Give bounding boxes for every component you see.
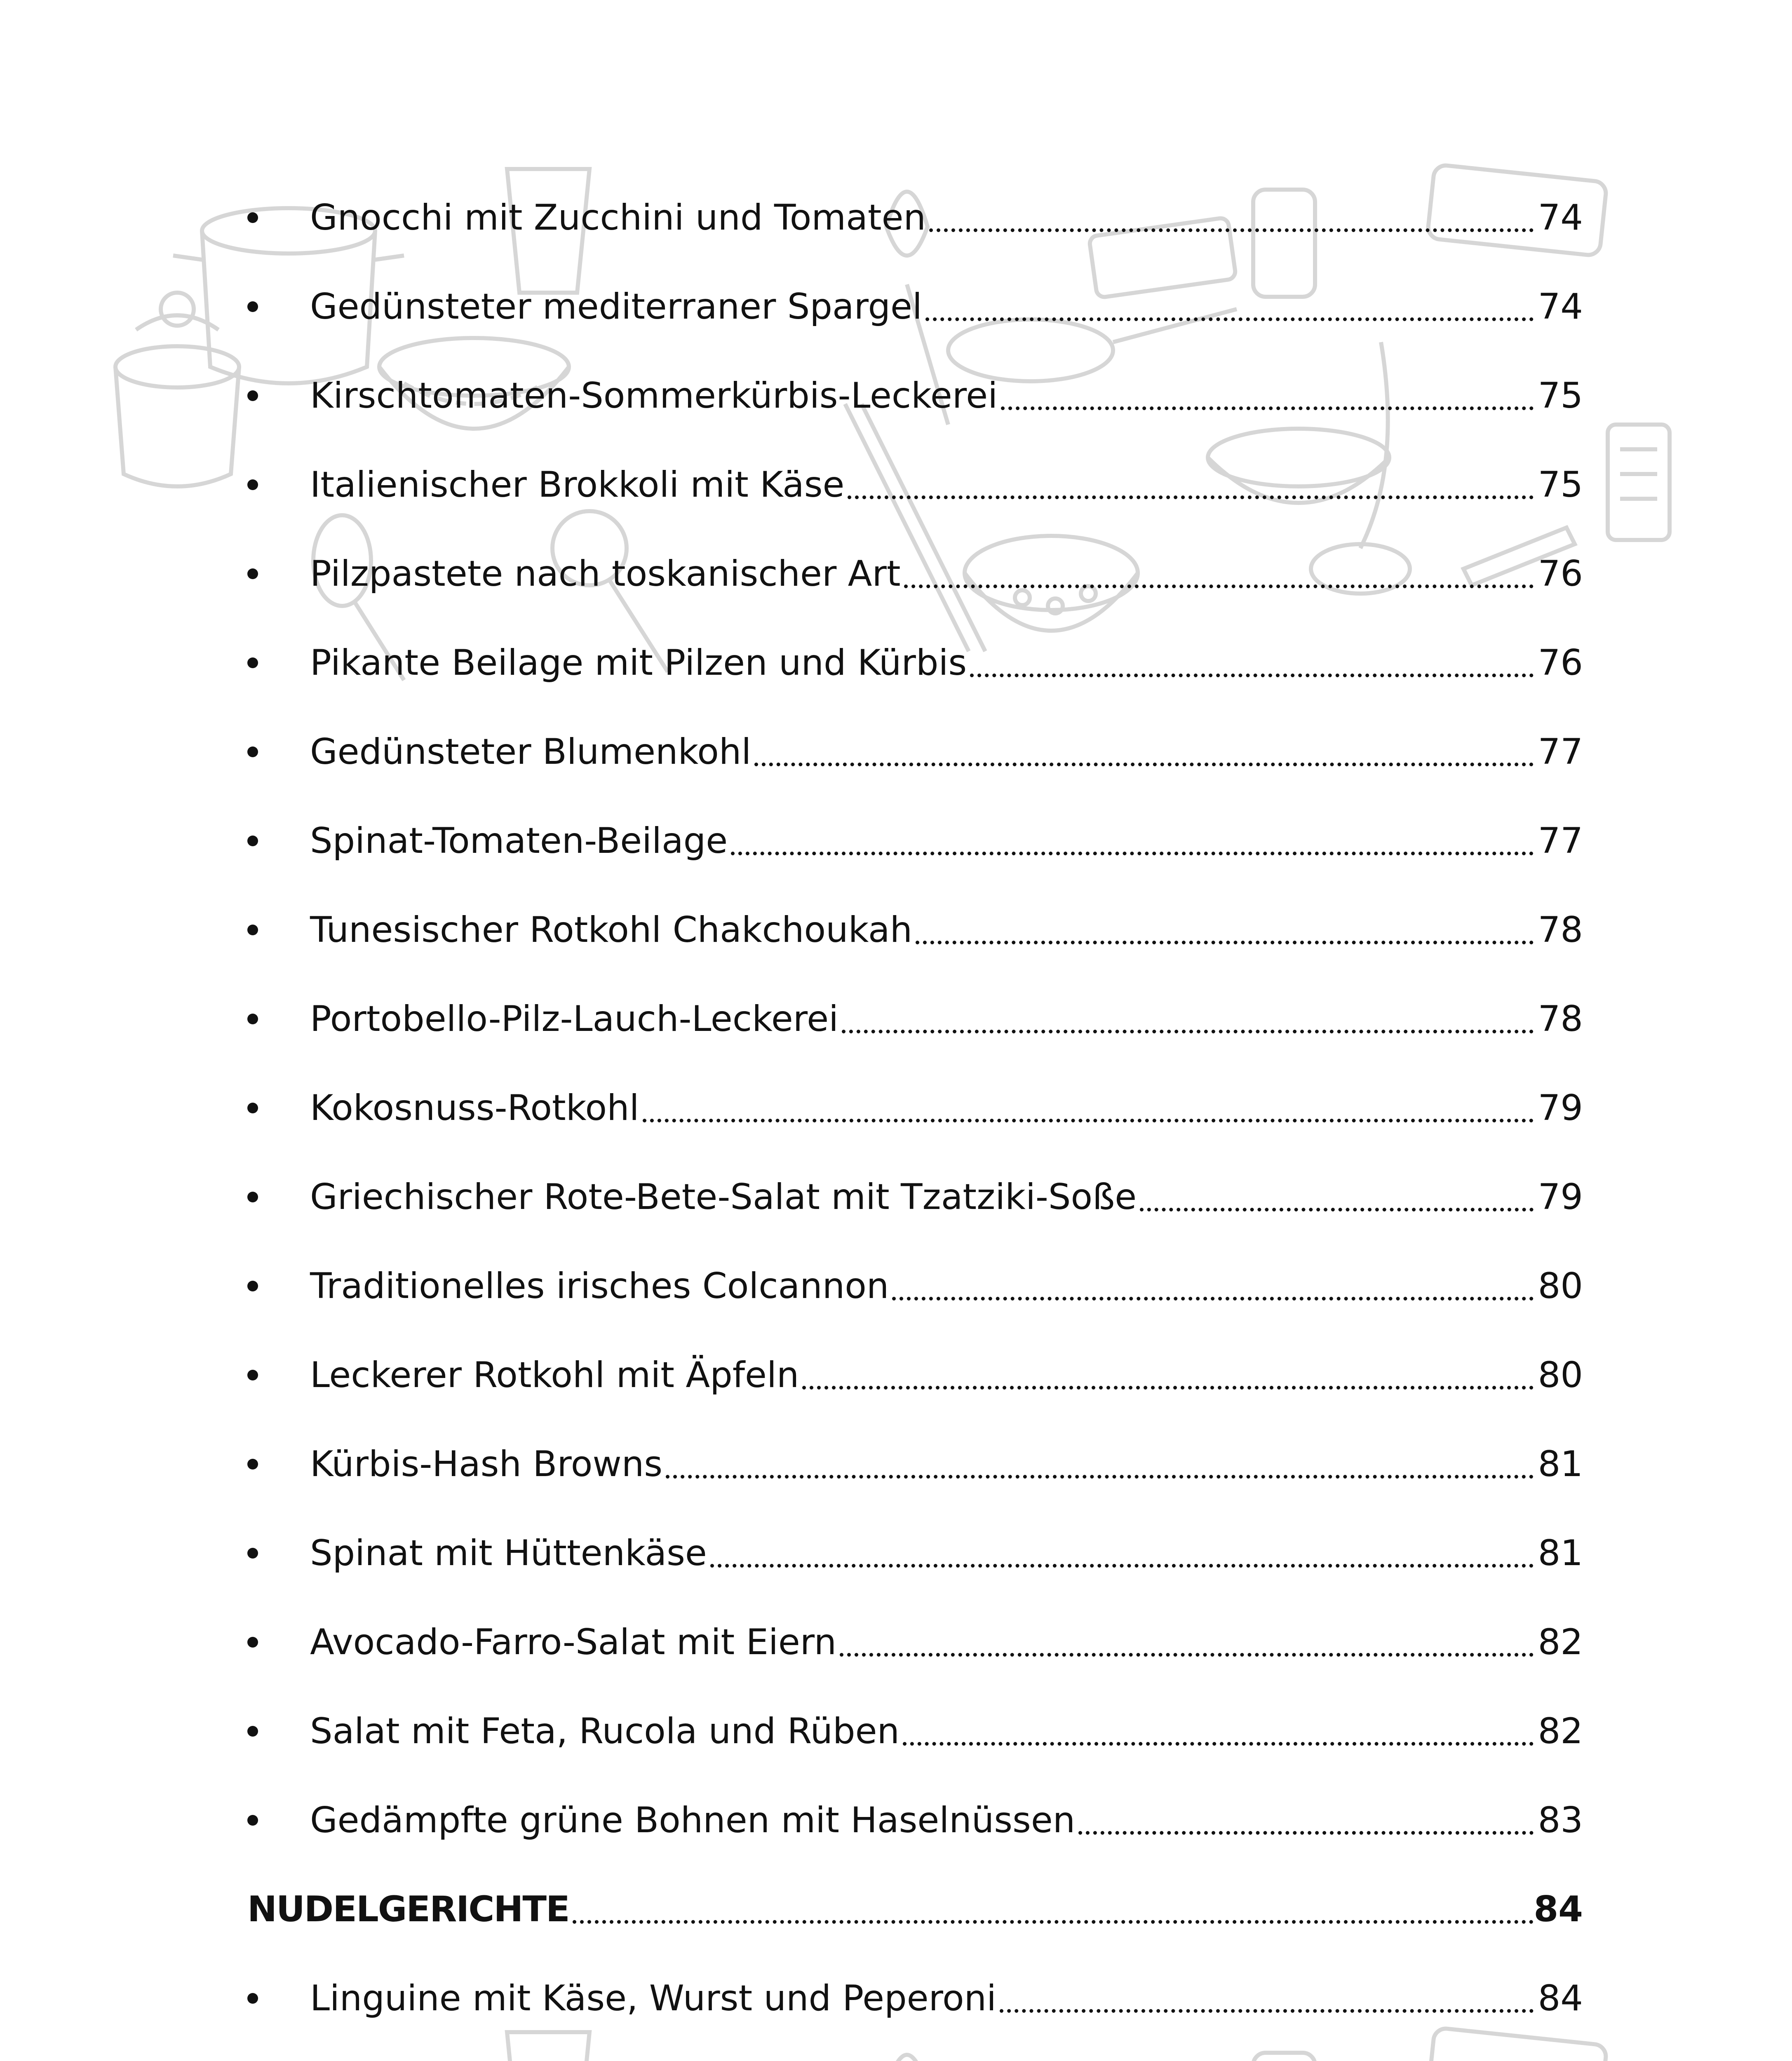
toc-entry-page-number: 81	[1538, 1533, 1583, 1574]
toc-entry[interactable]	[247, 173, 1583, 262]
toc-entry[interactable]	[247, 351, 1583, 440]
toc-entry-title: NUDELGERICHTE	[247, 1889, 569, 1930]
toc-entry[interactable]	[247, 1509, 1583, 1598]
dot-leader	[1140, 1208, 1534, 1211]
toc-entry-page-number: 78	[1538, 998, 1583, 1040]
toc-entry-title: Leckerer Rotkohl mit Äpfeln	[310, 1354, 799, 1396]
toc-entry-title: Griechischer Rote-Bete-Salat mit Tzatziki-Soße	[310, 1176, 1137, 1218]
dot-leader	[840, 1653, 1534, 1657]
toc-entry[interactable]	[247, 440, 1583, 529]
dot-leader	[1000, 2009, 1534, 2013]
lidded-pot-icon	[115, 293, 239, 486]
toc-entry-title: Avocado-Farro-Salat mit Eiern	[310, 1622, 837, 1663]
dot-leader	[929, 228, 1534, 232]
dot-leader	[666, 1475, 1534, 1479]
bullet-icon	[247, 1192, 258, 1202]
dot-leader	[848, 495, 1534, 499]
toc-entry[interactable]	[247, 796, 1583, 885]
toc-entry-title: Italienischer Brokkoli mit Käse	[310, 464, 845, 505]
dot-leader	[892, 1297, 1534, 1300]
toc-entry-title: Salat mit Feta, Rucola und Rüben	[310, 1711, 900, 1752]
toc-entry-page-number: 79	[1538, 1176, 1583, 1218]
toc-entry-title: Linguine mit Käse, Wurst und Peperoni	[310, 1978, 997, 2019]
bullet-icon	[247, 1370, 258, 1380]
bullet-icon	[247, 1815, 258, 1826]
grater-icon	[1608, 425, 1670, 540]
bullet-icon	[247, 1548, 258, 1559]
toc-entry-page-number: 79	[1538, 1087, 1583, 1129]
toc-entry-page-number: 75	[1538, 375, 1583, 416]
toc-entry-title: Spinat-Tomaten-Beilage	[310, 820, 728, 861]
toc-entry-title: Gedünsteter Blumenkohl	[310, 731, 752, 772]
dot-leader	[1001, 406, 1534, 410]
dot-leader	[1078, 1831, 1534, 1835]
toc-entry-title: Kokosnuss-Rotkohl	[310, 1087, 639, 1129]
bullet-icon	[247, 212, 258, 223]
toc-entry[interactable]	[247, 1954, 1583, 2043]
bullet-icon	[247, 1014, 258, 1024]
bullet-icon	[247, 568, 258, 579]
toc-entry-page-number: 84	[1534, 1889, 1583, 1930]
toc-entry[interactable]	[247, 1153, 1583, 1242]
toc-entry-page-number: 82	[1538, 1622, 1583, 1663]
toc-entry[interactable]	[247, 707, 1583, 796]
toc-entry[interactable]	[247, 1331, 1583, 1420]
bullet-icon	[247, 836, 258, 846]
toc-entry-title: Portobello-Pilz-Lauch-Leckerei	[310, 998, 839, 1040]
toc-entry-title: Pikante Beilage mit Pilzen und Kürbis	[310, 642, 967, 683]
dot-leader	[904, 584, 1534, 588]
toc-entry-page-number: 76	[1538, 642, 1583, 683]
toc-entry-title: Gnocchi mit Zucchini und Tomaten	[310, 197, 926, 238]
dot-leader	[731, 852, 1534, 855]
toc-entry-title: Kirschtomaten-Sommerkürbis-Leckerei	[310, 375, 998, 416]
toc-entry-page-number: 82	[1538, 1711, 1583, 1752]
toc-entry[interactable]	[247, 618, 1583, 707]
toc-entry-page-number: 77	[1538, 731, 1583, 772]
dot-leader	[916, 941, 1534, 944]
dot-leader	[573, 1920, 1534, 1924]
toc-entry-page-number: 84	[1538, 1978, 1583, 2019]
toc-section-heading[interactable]	[247, 1865, 1583, 1954]
dot-leader	[802, 1386, 1534, 1390]
dot-leader	[903, 1742, 1534, 1746]
toc-entry-page-number: 74	[1538, 286, 1583, 327]
toc-entry-page-number: 78	[1538, 909, 1583, 951]
toc-entry[interactable]	[247, 1420, 1583, 1509]
bullet-icon	[247, 1637, 258, 1648]
bullet-icon	[247, 390, 258, 401]
bullet-icon	[247, 479, 258, 490]
toc-entry-title: Traditionelles irisches Colcannon	[310, 1265, 889, 1307]
table-of-contents	[247, 173, 1583, 2061]
bullet-icon	[247, 746, 258, 757]
dot-leader	[925, 317, 1534, 321]
toc-entry-title: Spinat mit Hüttenkäse	[310, 1533, 707, 1574]
toc-entry[interactable]	[247, 1687, 1583, 1776]
toc-entry-title: Pilzpastete nach toskanischer Art	[310, 553, 901, 594]
bullet-icon	[247, 925, 258, 935]
toc-entry-title: Kürbis-Hash Browns	[310, 1444, 663, 1485]
toc-entry-page-number: 76	[1538, 553, 1583, 594]
bullet-icon	[247, 1459, 258, 1469]
toc-entry-page-number: 83	[1538, 1800, 1583, 1841]
toc-entry-title: Tunesischer Rotkohl Chakchoukah	[310, 909, 913, 951]
dot-leader	[643, 1119, 1534, 1122]
toc-entry[interactable]	[247, 1242, 1583, 1331]
toc-entry[interactable]	[247, 2043, 1583, 2061]
toc-entry-page-number: 80	[1538, 1265, 1583, 1307]
dot-leader	[842, 1030, 1534, 1033]
toc-entry-title: Gedämpfte grüne Bohnen mit Haselnüssen	[310, 1800, 1076, 1841]
bullet-icon	[247, 657, 258, 668]
toc-entry-page-number: 74	[1538, 197, 1583, 238]
dot-leader	[710, 1564, 1534, 1568]
bullet-icon	[247, 1281, 258, 1291]
dot-leader	[754, 763, 1534, 766]
toc-entry[interactable]	[247, 974, 1583, 1063]
bullet-icon	[247, 1726, 258, 1737]
toc-entry-page-number: 81	[1538, 1444, 1583, 1485]
bullet-icon	[247, 1103, 258, 1113]
bullet-icon	[247, 301, 258, 312]
bullet-icon	[247, 1993, 258, 2004]
toc-entry-page-number: 75	[1538, 464, 1583, 505]
toc-entry[interactable]	[247, 1063, 1583, 1153]
toc-entry[interactable]	[247, 1776, 1583, 1865]
toc-entry[interactable]	[247, 885, 1583, 974]
toc-entry[interactable]	[247, 262, 1583, 351]
dot-leader	[970, 674, 1534, 677]
toc-entry[interactable]	[247, 1598, 1583, 1687]
toc-entry[interactable]	[247, 529, 1583, 618]
toc-entry-page-number: 77	[1538, 820, 1583, 861]
toc-entry-page-number: 80	[1538, 1354, 1583, 1396]
toc-entry-title: Gedünsteter mediterraner Spargel	[310, 286, 922, 327]
